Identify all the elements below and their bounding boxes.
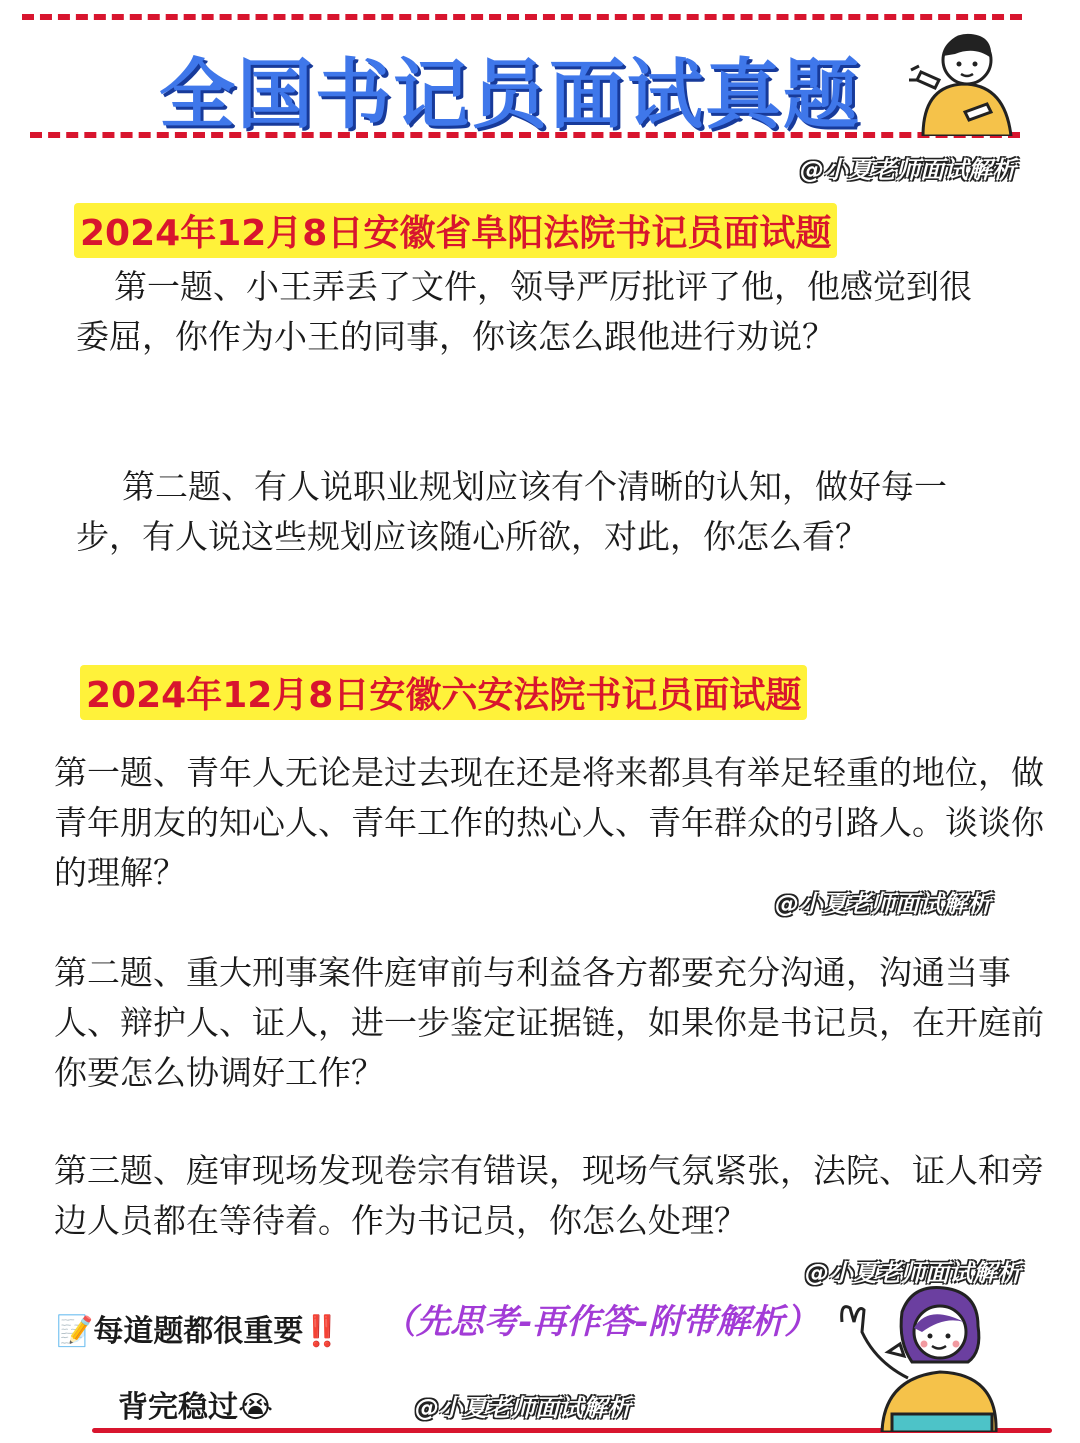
important-note — [56, 1306, 341, 1350]
watermark-lower: @小夏老师面试解析 — [805, 1259, 1021, 1287]
watermark-top: @小夏老师面试解析 — [800, 156, 1016, 184]
section-2-question-3: 第三题、庭审现场发现卷宗有错误，现场气氛紧张，法院、证人和旁边人员都在等待着。作为书记员，你怎么处理？ — [54, 1151, 1044, 1240]
memorize-text: 背完稳过 — [118, 1390, 238, 1425]
section-1-heading: 2024年12月8日安徽省阜阳法院书记员面试题 — [74, 203, 837, 258]
section-1-question-2: 第二题、有人说职业规划应该有个清晰的认知，做好每一步，有人说这些规划应该随心所欲，对此，你怎么看？ — [76, 467, 947, 556]
double-exclamation-icon: ‼️ — [303, 1314, 341, 1349]
watermark-middle: @小夏老师面试解析 — [775, 890, 991, 918]
important-text: 每道题都很重要 — [93, 1314, 304, 1349]
page-title: 全国书记员面试真题 — [159, 50, 861, 139]
section-1-question-1: 第一题、小王弄丢了文件，领导严厉批评了他，他感觉到很委屈，你作为小王的同事，你该怎么跟他进行劝说？ — [76, 267, 972, 356]
section-2-question-1: 第一题、青年人无论是过去现在还是将来都具有举足轻重的地位，做青年朋友的知心人、青年工作的热心人、青年群众的引路人。谈谈你的理解？ — [54, 753, 1044, 892]
pointing-person-illustration — [905, 26, 1035, 136]
crying-face-icon: 😭 — [238, 1390, 274, 1425]
section-2-heading: 2024年12月8日安徽六安法院书记员面试题 — [80, 665, 807, 720]
watermark-bottom: @小夏老师面试解析 — [415, 1394, 631, 1422]
section-2-question-2: 第二题、重大刑事案件庭审前与利益各方都要充分沟通，沟通当事人、辩护人、证人，进一步鉴定证据链，如果你是书记员，在开庭前你要怎么协调好工作？ — [54, 953, 1044, 1092]
waving-woman-illustration — [832, 1282, 1032, 1432]
top-dashed-line — [22, 14, 1022, 20]
memo-icon: 📝 — [56, 1314, 94, 1349]
slogan: （先思考-再作答-附带解析） — [382, 1302, 819, 1342]
memorize-note — [118, 1382, 273, 1426]
